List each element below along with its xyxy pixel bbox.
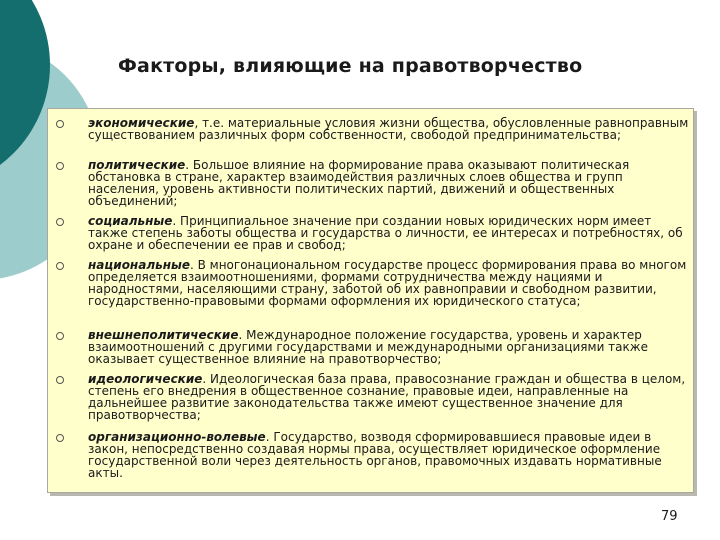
hollow-circle-bullet-icon bbox=[56, 262, 64, 270]
hollow-circle-bullet-icon bbox=[56, 332, 64, 340]
factor-description: . В многонациональном государстве процесс формирования права во многом определяется взаимоотношениями, формами сотрудничества между нациями и народностями, населяющими страну, заботой об их равноправии и свободном развитии, государственно-правовыми формами оформления их юридического статуса; bbox=[88, 258, 687, 308]
hollow-circle-bullet-icon bbox=[56, 376, 64, 384]
hollow-circle-bullet-icon bbox=[56, 162, 64, 170]
hollow-circle-bullet-icon bbox=[56, 434, 64, 442]
list-item-text bbox=[88, 259, 693, 307]
list-item-text bbox=[88, 215, 693, 251]
factor-term: социальные bbox=[88, 214, 173, 228]
page-number: 79 bbox=[661, 509, 678, 524]
slide-title: Факторы, влияющие на правотворчество bbox=[118, 55, 583, 77]
list-item-text bbox=[88, 431, 693, 479]
factor-term: идеологические bbox=[88, 372, 203, 386]
factor-description: . Международное положение государства, уровень и характер взаимоотношений с другими государствами и международными организациями также оказывает существенное влияние на правотворчество; bbox=[88, 328, 648, 366]
list-item-text bbox=[88, 329, 693, 365]
factors-list bbox=[47, 108, 694, 493]
hollow-circle-bullet-icon bbox=[56, 218, 64, 226]
factor-term: внешнеполитические bbox=[88, 328, 239, 342]
hollow-circle-bullet-icon bbox=[56, 120, 64, 128]
factor-term: экономические bbox=[88, 116, 195, 130]
list-item-text bbox=[88, 159, 693, 207]
factor-description: . Государство, возводя сформировавшиеся правовые идеи в закон, непосредственно создавая нормы права, осуществляет юридическое оформление государственной воли через деятельность органов, правомочных издавать нормативные акты. bbox=[88, 430, 662, 480]
factor-description: . Идеологическая база права, правосознание граждан и общества в целом, степень его внедрения в общественное сознание, правовые идеи, направленные на дальнейшее развитие законодательства также имеют существенное значение для правотворчества; bbox=[88, 372, 686, 422]
factor-term: национальные bbox=[88, 258, 190, 272]
list-item-text bbox=[88, 117, 693, 141]
factor-description: , т.е. материальные условия жизни общества, обусловленные равноправным существованием различных форм собственности, свободой предпринимательства; bbox=[88, 116, 689, 142]
factor-description: . Большое влияние на формирование права оказывают политическая обстановка в стране, характер взаимодействия различных слоев общества и групп населения, уровень активности политических партий, движений и общественных объединений; bbox=[88, 158, 630, 208]
list-item-text bbox=[88, 373, 693, 421]
factor-term: организационно-волевые bbox=[88, 430, 266, 444]
factor-term: политические bbox=[88, 158, 186, 172]
factor-description: . Принципиальное значение при создании новых юридических норм имеет также степень заботы общества и государства о личности, ее интересах и потребностях, об охране и обеспечении ее прав и свобод; bbox=[88, 214, 683, 252]
